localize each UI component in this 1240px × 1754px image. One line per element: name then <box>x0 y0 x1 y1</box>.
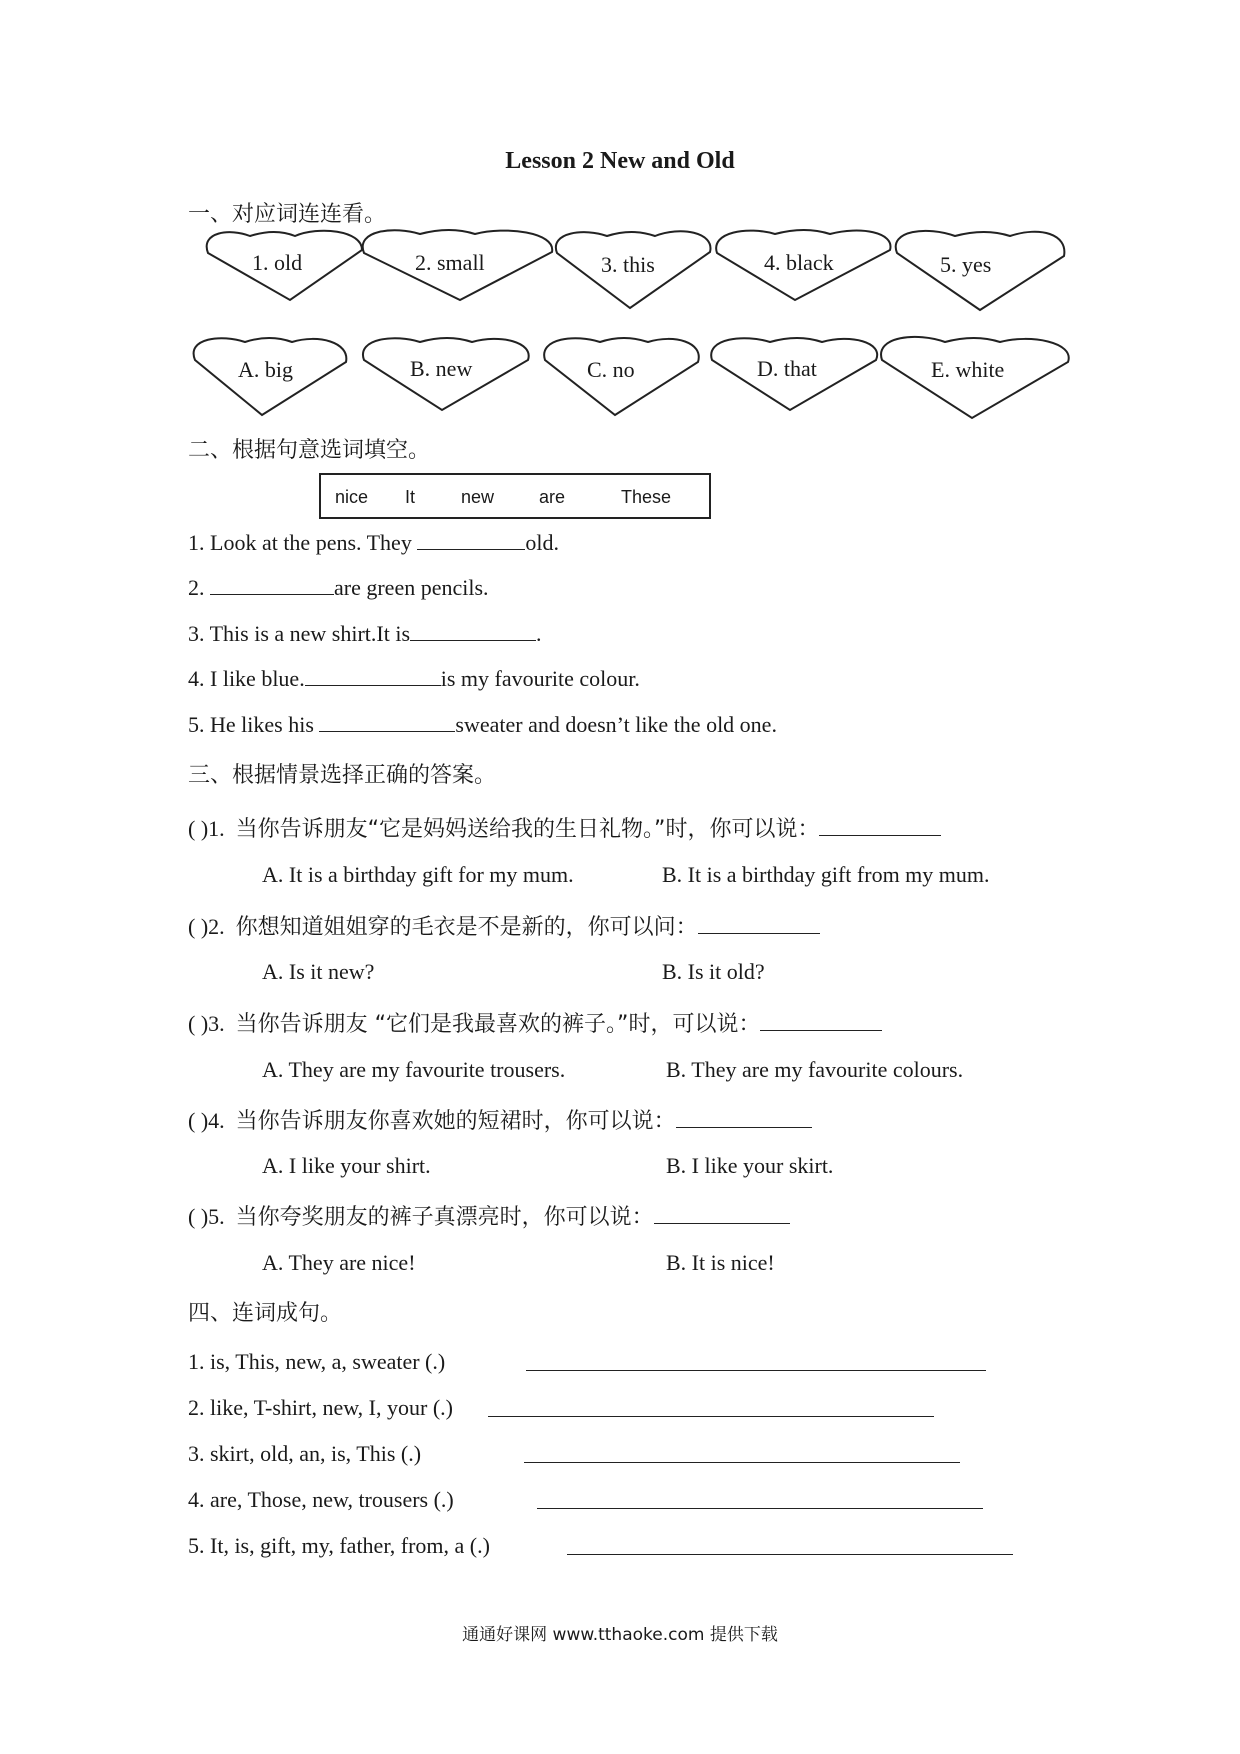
fill-item-text: old. <box>525 530 559 555</box>
fill-item-text: . <box>536 621 542 646</box>
fill-item-5 <box>188 712 777 738</box>
section1-heading: 一、对应词连连看。 <box>188 202 387 227</box>
reorder-item-4: 4. are, Those, new, trousers (.) <box>188 1487 454 1512</box>
fill-item-text: 2. <box>188 575 210 600</box>
answer-blank[interactable] <box>410 622 536 641</box>
question-text: 当你夸奖朋友的裤子真漂亮时，你可以说： <box>235 1205 654 1230</box>
answer-paren[interactable]: ( ) <box>188 1108 209 1133</box>
heart-label-1: 1. old <box>252 250 303 275</box>
section2-heading: 二、根据句意选词填空。 <box>188 438 431 463</box>
answer-line[interactable] <box>537 1490 983 1509</box>
reorder-item-5: 5. It, is, gift, my, father, from, a (.) <box>188 1533 490 1558</box>
fill-item-text: 4. I like blue. <box>188 666 305 691</box>
question-2 <box>188 910 820 941</box>
option-a[interactable]: A. I like your shirt. <box>262 1153 431 1178</box>
answer-blank[interactable] <box>819 817 941 836</box>
option-b[interactable]: B. Is it old? <box>662 959 765 984</box>
matching-hearts <box>0 0 1240 460</box>
option-a[interactable]: A. They are nice! <box>262 1250 416 1275</box>
answer-blank[interactable] <box>760 1012 882 1031</box>
answer-paren[interactable]: ( ) <box>188 914 209 939</box>
reorder-item-2: 2. like, T-shirt, new, I, your (.) <box>188 1395 453 1420</box>
option-a[interactable]: A. They are my favourite trousers. <box>262 1057 566 1082</box>
option-a[interactable]: A. Is it new? <box>262 959 375 984</box>
answer-blank[interactable] <box>417 531 525 550</box>
question-text: 你想知道姐姐穿的毛衣是不是新的，你可以问： <box>235 915 698 940</box>
reorder-item-3: 3. skirt, old, an, is, This (.) <box>188 1441 422 1466</box>
question-text: 当你告诉朋友你喜欢她的短裙时，你可以说： <box>235 1109 676 1134</box>
fill-item-text: 1. Look at the pens. They <box>188 530 418 555</box>
fill-item-3 <box>188 621 542 647</box>
word-bank-item: new <box>461 487 495 507</box>
answer-line[interactable] <box>488 1398 934 1417</box>
word-bank-item: It <box>405 487 416 507</box>
question-number: 3. <box>208 1011 225 1036</box>
question-1 <box>188 812 941 843</box>
option-a[interactable]: A. It is a birthday gift for my mum. <box>262 862 574 887</box>
heart-label-5: 5. yes <box>940 252 992 277</box>
fill-item-text: is my favourite colour. <box>440 666 640 691</box>
question-text: 当你告诉朋友 “它们是我最喜欢的裤子。”时，可以说： <box>235 1012 761 1037</box>
question-4 <box>188 1104 812 1135</box>
heart-label-a: A. big <box>238 357 293 382</box>
word-bank-item: are <box>539 487 566 507</box>
answer-paren[interactable]: ( ) <box>188 1204 209 1229</box>
answer-blank[interactable] <box>698 915 820 934</box>
heart-label-b: B. new <box>410 356 473 381</box>
question-3 <box>188 1007 882 1038</box>
question-number: 2. <box>208 914 225 939</box>
footer-credit: 通通好课网 www.tthaoke.com 提供下载 <box>462 1625 778 1645</box>
heart-label-e: E. white <box>931 357 1005 382</box>
fill-item-text: 5. He likes his <box>188 712 320 737</box>
fill-item-text: 3. This is a new shirt.It is <box>188 621 411 646</box>
fill-item-text: sweater and doesn’t like the old one. <box>455 712 777 737</box>
answer-line[interactable] <box>524 1444 960 1463</box>
section4-heading: 四、连词成句。 <box>188 1301 343 1326</box>
answer-line[interactable] <box>526 1352 986 1371</box>
word-bank <box>319 473 711 519</box>
word-bank-item: These <box>621 487 672 507</box>
answer-blank[interactable] <box>676 1109 812 1128</box>
answer-blank[interactable] <box>319 713 455 732</box>
answer-blank[interactable] <box>210 576 334 595</box>
question-number: 1. <box>208 816 225 841</box>
section3-heading: 三、根据情景选择正确的答案。 <box>188 763 497 788</box>
option-b[interactable]: B. I like your skirt. <box>666 1153 834 1178</box>
answer-blank[interactable] <box>654 1205 790 1224</box>
question-number: 4. <box>208 1108 225 1133</box>
heart-label-3: 3. this <box>601 252 655 277</box>
question-5 <box>188 1200 790 1231</box>
heart-label-4: 4. black <box>764 250 834 275</box>
answer-paren[interactable]: ( ) <box>188 1011 209 1036</box>
word-bank-item: nice <box>335 487 369 507</box>
page-title: Lesson 2 New and Old <box>505 148 735 174</box>
question-text: 当你告诉朋友“它是妈妈送给我的生日礼物。”时，你可以说： <box>235 817 820 842</box>
question-number: 5. <box>208 1204 225 1229</box>
answer-blank[interactable] <box>305 667 441 686</box>
heart-label-d: D. that <box>757 356 817 381</box>
heart-label-2: 2. small <box>415 250 485 275</box>
fill-item-4 <box>188 666 640 692</box>
reorder-item-1: 1. is, This, new, a, sweater (.) <box>188 1349 446 1374</box>
option-b[interactable]: B. They are my favourite colours. <box>666 1057 964 1082</box>
heart-label-c: C. no <box>587 357 635 382</box>
answer-line[interactable] <box>567 1536 1013 1555</box>
fill-item-2 <box>188 575 489 601</box>
answer-paren[interactable]: ( ) <box>188 816 209 841</box>
option-b[interactable]: B. It is a birthday gift from my mum. <box>662 862 990 887</box>
option-b[interactable]: B. It is nice! <box>666 1250 775 1275</box>
fill-item-1 <box>188 530 559 556</box>
fill-item-text: are green pencils. <box>334 575 489 600</box>
